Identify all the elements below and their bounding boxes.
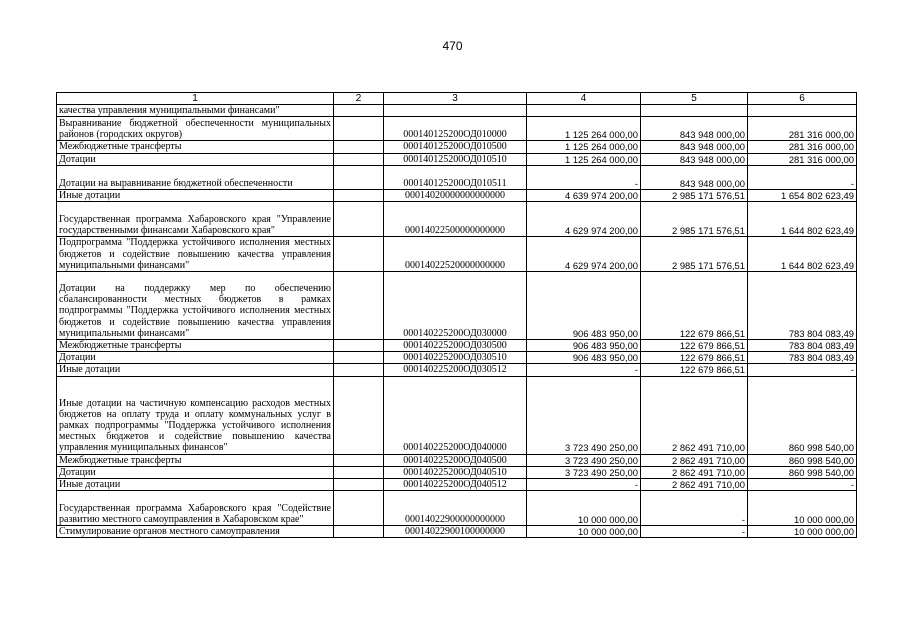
- row-value4-cell: 906 483 950,00: [527, 272, 641, 340]
- row-value4-cell: 906 483 950,00: [527, 352, 641, 364]
- row-value5-cell: 122 679 866,51: [641, 364, 748, 376]
- row-col2-cell: [334, 165, 384, 189]
- row-value5-cell: -: [641, 491, 748, 526]
- row-value4-cell: 4 629 974 200,00: [527, 237, 641, 272]
- row-value5-cell: -: [641, 526, 748, 538]
- row-code-cell: [384, 105, 527, 117]
- row-code-cell: 000140225200ОД030510: [384, 352, 527, 364]
- row-value4-cell: -: [527, 165, 641, 189]
- row-name-cell: Иные дотации: [57, 189, 334, 201]
- table-row: [57, 117, 857, 141]
- row-value6-cell: [748, 105, 857, 117]
- row-value6-cell: -: [748, 364, 857, 376]
- row-col2-cell: [334, 340, 384, 352]
- row-code-cell: 000140125200ОД010511: [384, 165, 527, 189]
- column-header: 2: [334, 93, 384, 105]
- row-value6-cell: 860 998 540,00: [748, 466, 857, 478]
- table-row: [57, 237, 857, 272]
- row-col2-cell: [334, 117, 384, 141]
- table-row: [57, 141, 857, 153]
- row-value5-cell: 2 985 171 576,51: [641, 202, 748, 237]
- row-value5-cell: 843 948 000,00: [641, 117, 748, 141]
- row-value6-cell: 783 804 083,49: [748, 272, 857, 340]
- row-value4-cell: 1 125 264 000,00: [527, 153, 641, 165]
- row-name-cell: Дотации: [57, 153, 334, 165]
- row-value4-cell: 1 125 264 000,00: [527, 141, 641, 153]
- row-code-cell: 000140225200ОД040000: [384, 376, 527, 454]
- row-code-cell: 00014022500000000000: [384, 202, 527, 237]
- row-value4-cell: -: [527, 479, 641, 491]
- row-value6-cell: -: [748, 479, 857, 491]
- row-value4-cell: 906 483 950,00: [527, 340, 641, 352]
- table-body: [57, 105, 857, 538]
- row-value4-cell: 4 639 974 200,00: [527, 189, 641, 201]
- row-value5-cell: 2 862 491 710,00: [641, 466, 748, 478]
- table-row: [57, 105, 857, 117]
- column-header: 1: [57, 93, 334, 105]
- row-name-cell: Иные дотации на частичную компенсацию расходов местных бюджетов на оплату труда и оплату коммунальных услуг в рамках подпрограммы "Поддержка устойчивого исполнения местных бюджетов и содействие повышению качества управления муниципальных финансов": [57, 376, 334, 454]
- row-value5-cell: 2 985 171 576,51: [641, 189, 748, 201]
- table-row: [57, 466, 857, 478]
- row-col2-cell: [334, 479, 384, 491]
- row-value6-cell: 10 000 000,00: [748, 491, 857, 526]
- row-code-cell: 000140225200ОД040512: [384, 479, 527, 491]
- row-name-cell: Межбюджетные трансферты: [57, 340, 334, 352]
- row-code-cell: 000140225200ОД040500: [384, 454, 527, 466]
- row-value4-cell: [527, 105, 641, 117]
- row-col2-cell: [334, 376, 384, 454]
- row-code-cell: 000140125200ОД010510: [384, 153, 527, 165]
- row-value6-cell: 1 654 802 623,49: [748, 189, 857, 201]
- row-name-cell: Межбюджетные трансферты: [57, 141, 334, 153]
- row-code-cell: 000140225200ОД040510: [384, 466, 527, 478]
- row-name-cell: Дотации: [57, 352, 334, 364]
- row-value5-cell: 2 862 491 710,00: [641, 376, 748, 454]
- row-value5-cell: [641, 105, 748, 117]
- row-name-cell: Дотации: [57, 466, 334, 478]
- table-row: [57, 352, 857, 364]
- row-col2-cell: [334, 466, 384, 478]
- row-value6-cell: 281 316 000,00: [748, 153, 857, 165]
- row-value5-cell: 2 862 491 710,00: [641, 479, 748, 491]
- row-value6-cell: 10 000 000,00: [748, 526, 857, 538]
- table-row: [57, 165, 857, 189]
- row-value5-cell: 122 679 866,51: [641, 352, 748, 364]
- row-value6-cell: -: [748, 165, 857, 189]
- row-code-cell: 00014022900100000000: [384, 526, 527, 538]
- row-col2-cell: [334, 364, 384, 376]
- row-col2-cell: [334, 105, 384, 117]
- row-code-cell: 000140225200ОД030000: [384, 272, 527, 340]
- row-name-cell: Дотации на выравнивание бюджетной обеспеченности: [57, 165, 334, 189]
- column-header: 3: [384, 93, 527, 105]
- table-row: [57, 454, 857, 466]
- column-header: 5: [641, 93, 748, 105]
- row-name-cell: Подпрограмма "Поддержка устойчивого исполнения местных бюджетов и содействие повышению качества управления муниципальными финансами": [57, 237, 334, 272]
- row-name-cell: Иные дотации: [57, 479, 334, 491]
- table-row: [57, 340, 857, 352]
- row-value4-cell: 3 723 490 250,00: [527, 466, 641, 478]
- table-row: [57, 479, 857, 491]
- row-value4-cell: 1 125 264 000,00: [527, 117, 641, 141]
- table-row: [57, 376, 857, 454]
- table-row: [57, 189, 857, 201]
- row-col2-cell: [334, 202, 384, 237]
- row-code-cell: 000140125200ОД010500: [384, 141, 527, 153]
- row-value5-cell: 843 948 000,00: [641, 153, 748, 165]
- row-value6-cell: 783 804 083,49: [748, 340, 857, 352]
- row-col2-cell: [334, 237, 384, 272]
- row-value6-cell: 860 998 540,00: [748, 376, 857, 454]
- row-value4-cell: -: [527, 364, 641, 376]
- row-value5-cell: 2 862 491 710,00: [641, 454, 748, 466]
- row-value4-cell: 4 629 974 200,00: [527, 202, 641, 237]
- row-name-cell: Межбюджетные трансферты: [57, 454, 334, 466]
- row-col2-cell: [334, 272, 384, 340]
- row-col2-cell: [334, 454, 384, 466]
- table-row: [57, 364, 857, 376]
- row-code-cell: 000140225200ОД030500: [384, 340, 527, 352]
- row-code-cell: 00014022520000000000: [384, 237, 527, 272]
- row-value6-cell: 783 804 083,49: [748, 352, 857, 364]
- row-name-cell: Государственная программа Хабаровского края "Управление государственными финансами Хабаровского края": [57, 202, 334, 237]
- row-value6-cell: 281 316 000,00: [748, 117, 857, 141]
- row-value6-cell: 1 644 802 623,49: [748, 237, 857, 272]
- table-row: [57, 153, 857, 165]
- row-name-cell: Иные дотации: [57, 364, 334, 376]
- row-value5-cell: 843 948 000,00: [641, 165, 748, 189]
- row-code-cell: 000140225200ОД030512: [384, 364, 527, 376]
- row-col2-cell: [334, 352, 384, 364]
- row-code-cell: 000140125200ОД010000: [384, 117, 527, 141]
- row-name-cell: Дотации на поддержку мер по обеспечению сбалансированности местных бюджетов в рамках подпрограммы "Поддержка устойчивого исполнения местных бюджетов и содействие повышению качества управления муниципальными финансами": [57, 272, 334, 340]
- row-value6-cell: 281 316 000,00: [748, 141, 857, 153]
- row-value5-cell: 122 679 866,51: [641, 340, 748, 352]
- row-col2-cell: [334, 526, 384, 538]
- table-row: [57, 202, 857, 237]
- row-name-cell: Государственная программа Хабаровского края "Содействие развитию местного самоуправления в Хабаровском крае": [57, 491, 334, 526]
- budget-table: [56, 92, 857, 538]
- row-value4-cell: 10 000 000,00: [527, 526, 641, 538]
- row-value4-cell: 10 000 000,00: [527, 491, 641, 526]
- row-value4-cell: 3 723 490 250,00: [527, 454, 641, 466]
- table-row: [57, 272, 857, 340]
- row-value6-cell: 1 644 802 623,49: [748, 202, 857, 237]
- row-col2-cell: [334, 141, 384, 153]
- row-code-cell: 00014022900000000000: [384, 491, 527, 526]
- column-header: 4: [527, 93, 641, 105]
- row-value4-cell: 3 723 490 250,00: [527, 376, 641, 454]
- row-col2-cell: [334, 491, 384, 526]
- table-row: [57, 526, 857, 538]
- row-value5-cell: 2 985 171 576,51: [641, 237, 748, 272]
- column-header: 6: [748, 93, 857, 105]
- row-col2-cell: [334, 153, 384, 165]
- row-value5-cell: 843 948 000,00: [641, 141, 748, 153]
- row-value6-cell: 860 998 540,00: [748, 454, 857, 466]
- page-number: 470: [442, 39, 463, 53]
- table-row: [57, 491, 857, 526]
- row-col2-cell: [334, 189, 384, 201]
- row-name-cell: качества управления муниципальными финансами": [57, 105, 334, 117]
- row-value5-cell: 122 679 866,51: [641, 272, 748, 340]
- row-name-cell: Стимулирование органов местного самоуправления: [57, 526, 334, 538]
- row-name-cell: Выравнивание бюджетной обеспеченности муниципальных районов (городских округов): [57, 117, 334, 141]
- table-header-row: [57, 93, 857, 105]
- row-code-cell: 00014020000000000000: [384, 189, 527, 201]
